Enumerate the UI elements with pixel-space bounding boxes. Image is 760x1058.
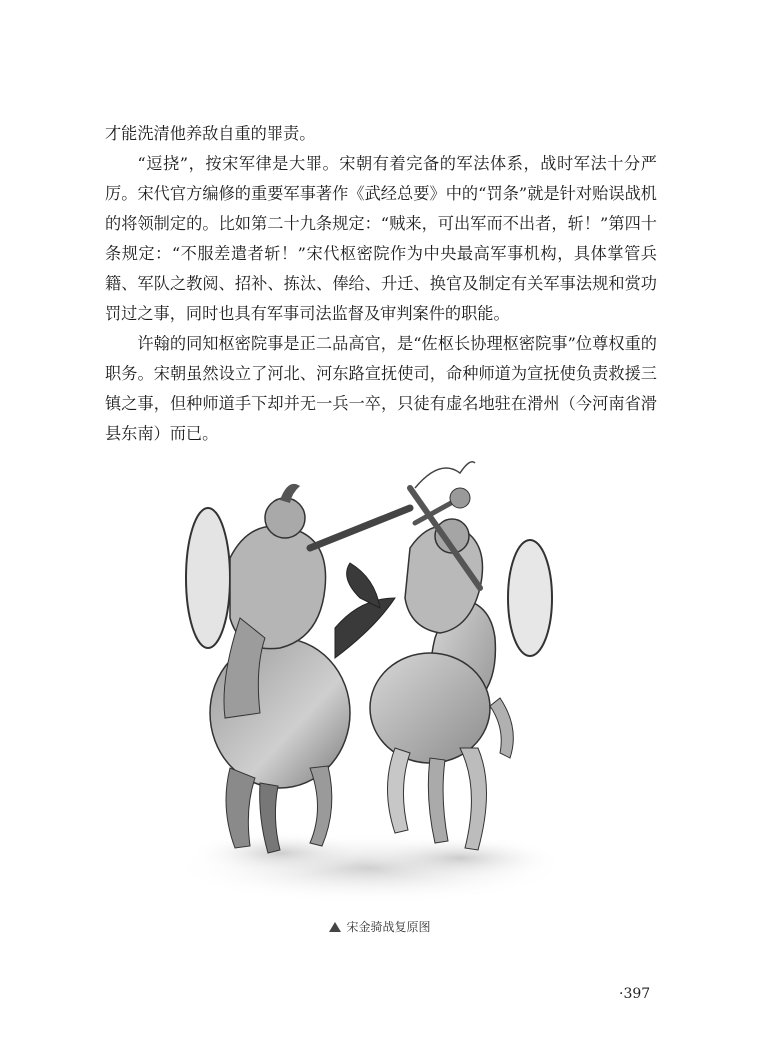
- page-number: ·397: [619, 986, 651, 1002]
- cavalry-battle-illustration: [160, 448, 580, 906]
- body-text: [105, 119, 657, 449]
- caption-text: 宋金骑战复原图: [346, 920, 431, 934]
- paragraph-3: 许翰的同知枢密院事是正二品高官，是“佐枢长协理枢密院事”位尊权重的职务。宋朝虽然设立了河北、河东路宣抚使司，命种师道为宣抚使负责救援三镇之事，但种师道手下却并无一兵一卒，只徒有虚名地驻在滑州（今河南省滑县东南）而已。: [105, 334, 657, 443]
- figure-caption: [0, 918, 760, 935]
- triangle-icon: [329, 922, 341, 932]
- paragraph-1: 才能洗清他养敌自重的罪责。: [105, 124, 316, 143]
- paragraph-2: “逗挠”，按宋军律是大罪。宋朝有着完备的军法体系，战时军法十分严厉。宋代官方编修的重要军事著作《武经总要》中的“罚条”就是针对贻误战机的将领制定的。比如第二十九条规定：“贼来，可出军而不出者，斩！”第四十条规定：“不服差遣者斩！”宋代枢密院作为中央最高军事机构，具体掌管兵籍、军队之教阅、招补、拣汰、俸给、升迁、换官及制定有关军事法规和赏功罚过之事，同时也具有军事司法监督及审判案件的职能。: [105, 154, 657, 323]
